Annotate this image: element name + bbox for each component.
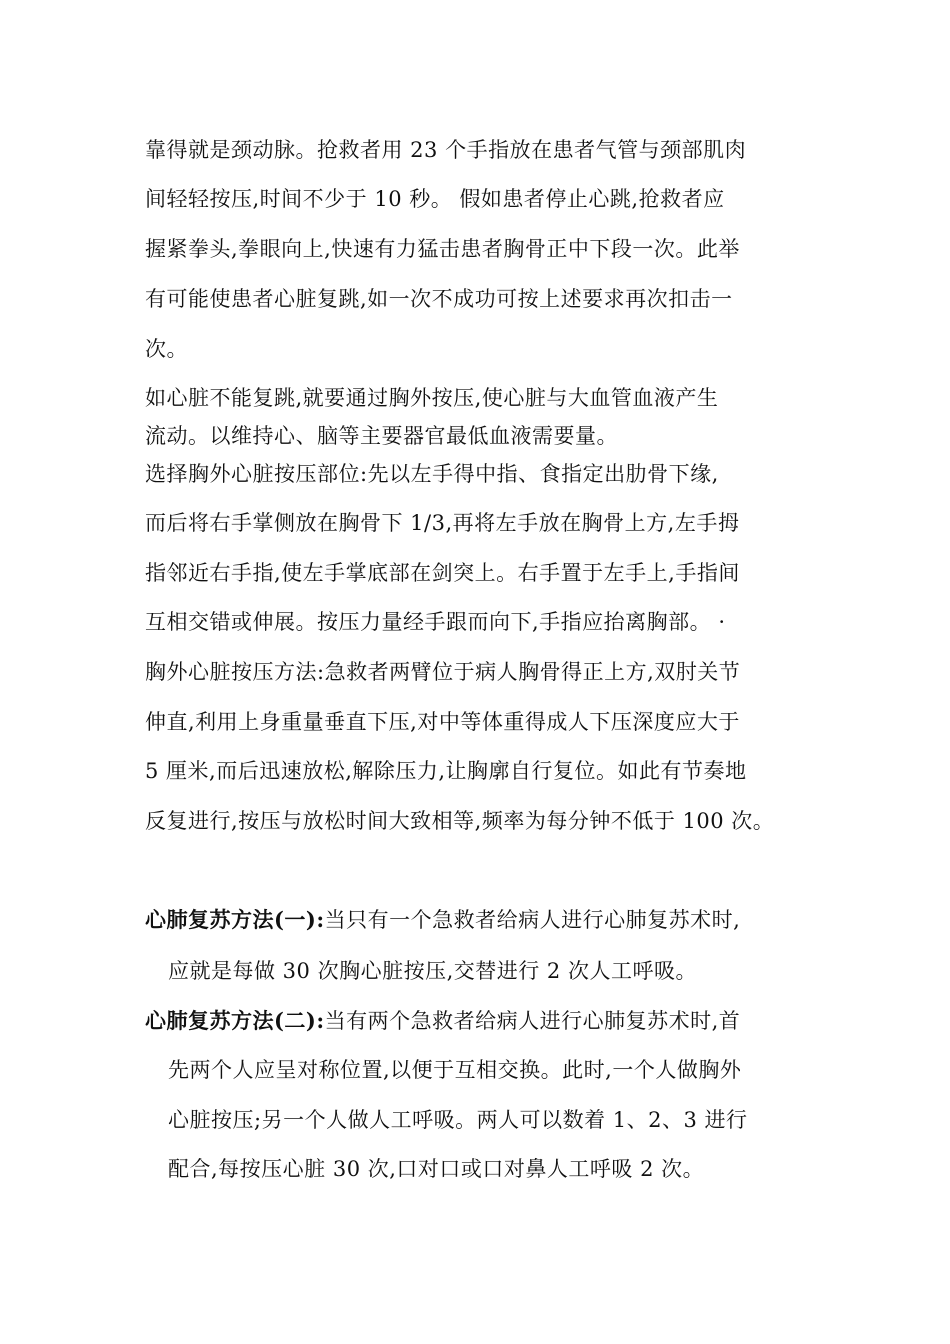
body-line-10: 指邻近右手指,使左手掌底部在剑突上。右手置于左手上,手指间	[145, 561, 740, 585]
body-line-11: 互相交错或伸展。按压力量经手跟而向下,手指应抬离胸部。 ·	[145, 610, 726, 634]
body-line-5: 次。	[145, 337, 188, 361]
body-line-15: 反复进行,按压与放松时间大致相等,频率为每分钟不低于 100 次。	[145, 809, 775, 833]
body-line-9: 而后将右手掌侧放在胸骨下 1/3,再将左手放在胸骨上方,左手拇	[145, 511, 740, 535]
body-line-7: 流动。以维持心、脑等主要器官最低血液需要量。	[145, 424, 618, 448]
body-line-3: 握紧拳头,拳眼向上,快速有力猛击患者胸骨正中下段一次。此举	[145, 237, 740, 261]
method-2-line	[145, 1006, 740, 1036]
method-2-continuation-3: 配合,每按压心脏 30 次,口对口或口对鼻人工呼吸 2 次。	[168, 1157, 705, 1181]
method-1-heading: 心肺复苏方法(一):	[145, 907, 325, 932]
body-line-12: 胸外心脏按压方法:急救者两臂位于病人胸骨得正上方,双肘关节	[145, 660, 741, 684]
method-2-text: 当有两个急救者给病人进行心肺复苏术时,首	[324, 1009, 741, 1033]
body-line-14: 5 厘米,而后迅速放松,解除压力,让胸廓自行复位。如此有节奏地	[145, 759, 747, 783]
body-line-6: 如心脏不能复跳,就要通过胸外按压,使心脏与大血管血液产生	[145, 386, 719, 410]
method-2-continuation-1: 先两个人应呈对称位置,以便于互相交换。此时,一个人做胸外	[168, 1058, 742, 1082]
body-line-13: 伸直,利用上身重量垂直下压,对中等体重得成人下压深度应大于	[145, 710, 740, 734]
body-line-8: 选择胸外心脏按压部位:先以左手得中指、食指定出肋骨下缘,	[145, 462, 719, 486]
method-1-line	[145, 905, 740, 935]
method-1-text: 当只有一个急救者给病人进行心肺复苏术时,	[324, 908, 741, 932]
method-2-heading: 心肺复苏方法(二):	[145, 1008, 325, 1033]
body-line-4: 有可能使患者心脏复跳,如一次不成功可按上述要求再次扣击一	[145, 287, 733, 311]
method-1-continuation: 应就是每做 30 次胸心脏按压,交替进行 2 次人工呼吸。	[168, 959, 697, 983]
body-line-2: 间轻轻按压,时间不少于 10 秒。 假如患者停止心跳,抢救者应	[145, 187, 725, 211]
method-2-continuation-2: 心脏按压;另一个人做人工呼吸。两人可以数着 1、2、3 进行	[168, 1108, 748, 1132]
body-line-1: 靠得就是颈动脉。抢救者用 23 个手指放在患者气管与颈部肌肉	[145, 138, 747, 162]
